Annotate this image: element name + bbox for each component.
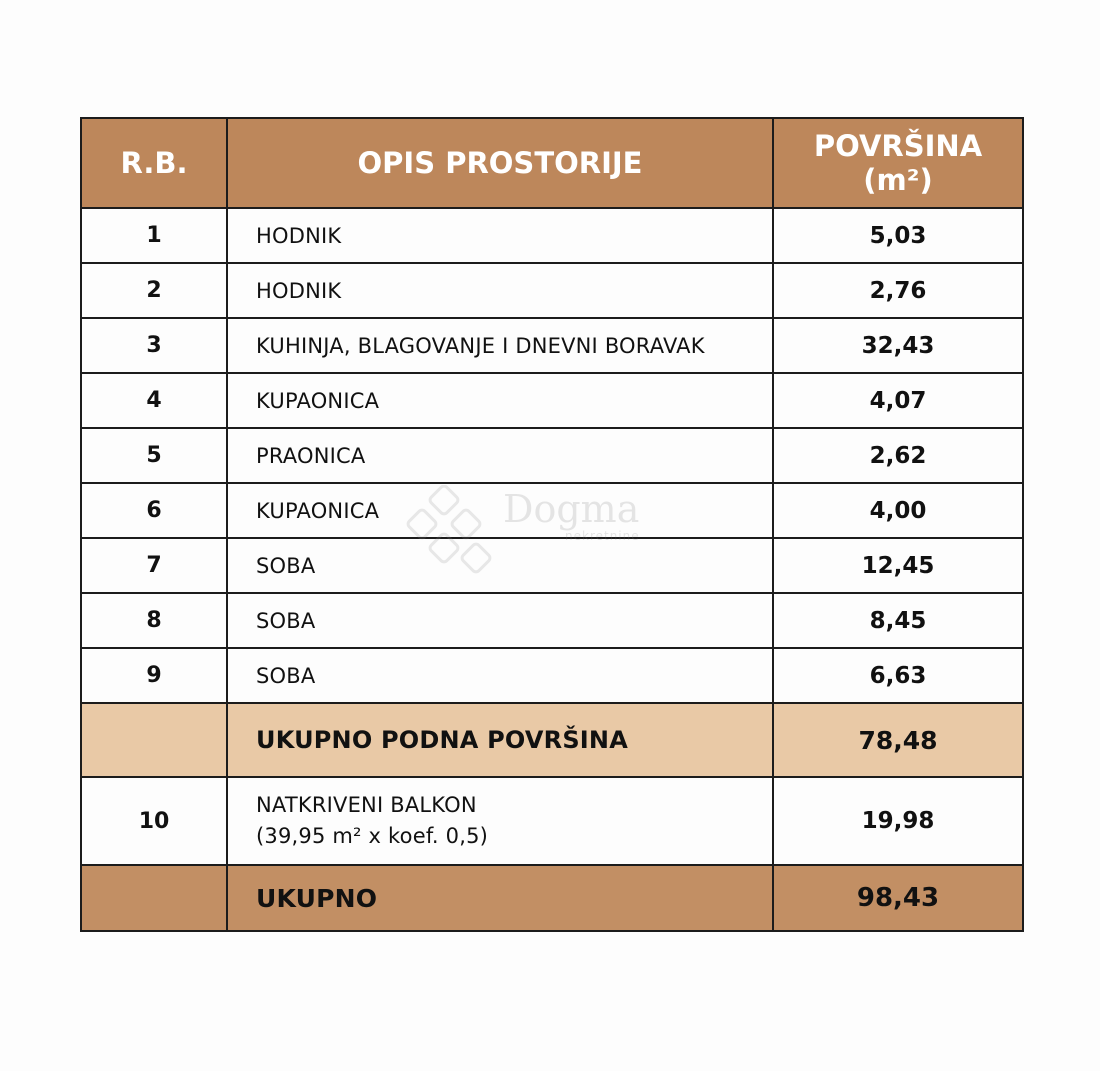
row-rb: 6 bbox=[81, 483, 227, 538]
row-povrsina: 2,76 bbox=[773, 263, 1023, 318]
header-povrsina-unit: (m²) bbox=[863, 163, 933, 197]
row-opis: KUPAONICA bbox=[227, 483, 773, 538]
row-rb: 9 bbox=[81, 648, 227, 703]
balcony-rb: 10 bbox=[81, 777, 227, 865]
table-header bbox=[81, 118, 1023, 208]
row-opis: KUHINJA, BLAGOVANJE I DNEVNI BORAVAK bbox=[227, 318, 773, 373]
table-row bbox=[81, 263, 1023, 318]
table-row bbox=[81, 373, 1023, 428]
watermark-sub: nekretnine bbox=[565, 529, 640, 543]
balcony-row bbox=[81, 777, 1023, 865]
row-rb: 7 bbox=[81, 538, 227, 593]
balcony-calculation: (39,95 m² x koef. 0,5) bbox=[256, 824, 489, 848]
row-povrsina: 5,03 bbox=[773, 208, 1023, 263]
balcony-opis bbox=[227, 777, 773, 865]
row-povrsina: 2,62 bbox=[773, 428, 1023, 483]
row-povrsina: 6,63 bbox=[773, 648, 1023, 703]
header-povrsina bbox=[773, 118, 1023, 208]
subtotal-row bbox=[81, 703, 1023, 777]
watermark-brand: Dogma bbox=[503, 487, 640, 531]
subtotal-value: 78,48 bbox=[773, 703, 1023, 777]
row-opis: SOBA bbox=[227, 648, 773, 703]
row-rb: 8 bbox=[81, 593, 227, 648]
row-rb: 5 bbox=[81, 428, 227, 483]
header-povrsina-label: POVRŠINA bbox=[813, 129, 983, 163]
table-body bbox=[81, 208, 1023, 931]
row-rb: 4 bbox=[81, 373, 227, 428]
header-rb: R.B. bbox=[81, 118, 227, 208]
table-row bbox=[81, 428, 1023, 483]
row-povrsina: 4,00 bbox=[773, 483, 1023, 538]
header-opis-prostorije: OPIS PROSTORIJE bbox=[227, 118, 773, 208]
room-area-table bbox=[80, 117, 1024, 932]
room-area-table-container bbox=[80, 117, 1022, 932]
row-rb: 2 bbox=[81, 263, 227, 318]
row-rb: 3 bbox=[81, 318, 227, 373]
row-opis: PRAONICA bbox=[227, 428, 773, 483]
table-row bbox=[81, 593, 1023, 648]
row-opis: HODNIK bbox=[227, 263, 773, 318]
subtotal-label: UKUPNO PODNA POVRŠINA bbox=[227, 703, 773, 777]
table-row bbox=[81, 538, 1023, 593]
row-povrsina: 32,43 bbox=[773, 318, 1023, 373]
header-row bbox=[81, 118, 1023, 208]
table-row bbox=[81, 648, 1023, 703]
row-opis: SOBA bbox=[227, 593, 773, 648]
row-opis: HODNIK bbox=[227, 208, 773, 263]
balcony-value: 19,98 bbox=[773, 777, 1023, 865]
table-row bbox=[81, 483, 1023, 538]
row-povrsina: 4,07 bbox=[773, 373, 1023, 428]
total-value: 98,43 bbox=[773, 865, 1023, 931]
row-rb: 1 bbox=[81, 208, 227, 263]
total-label: UKUPNO bbox=[227, 865, 773, 931]
total-row bbox=[81, 865, 1023, 931]
table-row bbox=[81, 318, 1023, 373]
table-row bbox=[81, 208, 1023, 263]
row-opis: KUPAONICA bbox=[227, 373, 773, 428]
row-opis: SOBA bbox=[227, 538, 773, 593]
total-rb-empty bbox=[81, 865, 227, 931]
balcony-label: NATKRIVENI BALKON bbox=[256, 793, 477, 817]
row-povrsina: 12,45 bbox=[773, 538, 1023, 593]
row-povrsina: 8,45 bbox=[773, 593, 1023, 648]
subtotal-rb-empty bbox=[81, 703, 227, 777]
